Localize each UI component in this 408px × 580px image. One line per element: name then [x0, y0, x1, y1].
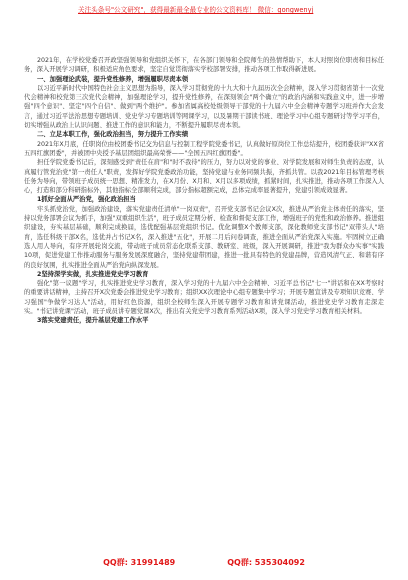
body-paragraph: 2021年X月底，任职岗位由校团委书记交为信息与控制工程学院党委书记，认真做好原岗位工作总结提升，校团委获评"XX省五四红旗团委"，并被团中央授予基层团组织最高荣誉——"全国五四红旗团委"。: [24, 140, 384, 157]
section-heading: 3落实党建责任，提升基层党建工作水平: [37, 317, 149, 325]
body-paragraph: 担任学院党委书记后，深刻感受到"责任在肩"和"时不我待"的压力，努力以对党的事业、对学院发展和对师生负责的态度，认真履行管党治党"第一责任人"职责，发挥好学院党委政治功能，坚持党建与业务同频共振，齐抓共管。以我2021年目标管理考核任务为导向，带领班子成员统一思想、精准发力，在X月份、X月和、X月以多项成绩，抓紧时间，扎实推进，推动各项工作深入人心，打造和部分科研指标外，其他指标全部顺利完成，部分指标超额完成，总体完成率显著提升，党建引领成效显著。: [24, 159, 384, 195]
body-paragraph: 牢头抓党治党，加强政治建设，落实党建责任清单"一岗双责"，召开党支部书记会议X次，推进从严治党主体责任的落实，坚持以党务部署会议为抓手，加强"双重组织生活"，班子成员定期分析、检查和督促支部工作，增强班子的党性和政治修养。推进组织建设，夯实基层基础，顺利完成换届，选优配强基层党组织书记。优化调整X个教师支部，深化教师党支部书记"双带头人"培育，选任科级干部X名，选优并占书记X名，深入推进"五化"，开展二月后问卷调查，推进全面从严治党深入实施。牢固树立正确选人用人导向，有序开展轮岗交流，带动班子成员常态化联系支部、教研室、班级，深入开展调研，推进"我为群众办实事"实践10项，促进党建工作推动服务与服务发展深度融合，坚持党建带团建，推进一批具有特色的党建品牌，营造风清气正、和谐有序的良好氛围，扎实推进全面从严治党向纵深发展。: [24, 205, 384, 269]
section-heading: 二、立足本职工作，强化政治担当，努力提升工作实绩: [37, 131, 189, 139]
footer-qq-group-2: QQ群: 535304092: [227, 558, 305, 567]
section-heading: 一、加强理论武装，提升党性修养，增强履职尽责本领: [37, 75, 189, 83]
promo-banner[interactable]: 关注头条号"公文研究"，获得最新最全最专业的公文资料库！ 微信：gongwenyj: [78, 6, 314, 14]
footer: [0, 557, 408, 568]
footer-qq-group-1: QQ群: 31991489: [103, 558, 176, 567]
body-paragraph: 2021年，在学校党委召开政坚强领导和党组织关怀下，在各部门领导和全院师生的热情帮助下，本人对照岗位职责和目标任务，深入开展学习调研，积极适应角色要求，坚定自觉贯彻落实学校部署安排，推动各项工作取得新进展。: [24, 57, 384, 74]
body-paragraph: 强化"第一议题"学习，扎实推进党史学习教育，深入学习党的十九届六中全会精神、习近平总书记"七一"讲话和在XX考察时的重要讲话精神，主持召开X次党委会推进党史学习教育；组织XX次理论中心组专题集中学习；开展专题宣讲及专项知识竞赛、学习强国"争做学习达人"活动，用好红色资源，组织全校师生深入开展专题学习教育和讲党课活动，推进党史学习教育走深走实。"书记讲党课"活动，班子成员讲专题党课X次，推出有关党史学习教育系列活动X项，深入学习党史学习教育相关材料。: [24, 280, 384, 316]
body-paragraph: 以习近平新时代中国特色社会主义思想为指导，深入学习贯彻党的十九大和十九届历次全会精神，深入学习贯彻省第十一次党代会精神和校党第三次党代会精神，加强理论学习，提升党性修养，在深刻领会"两个确立"的政治内涵和实践意义中，进一步增强"四个意识"、坚定"四个自信"、做到"两个维护"。参加省属高校处级领导干部党的十九届六中全会精神专题学习班并作大会发言，通过习近平法治思想专题培训、党史学习专题培训等网课学习，以及暑期干部读书班、理论学习中心组专题研讨等学习平台，切实增强从政治上认识问题、推进工作的意识和能力，不断提升履职尽责本领。: [24, 84, 384, 130]
section-heading: 2坚持深学实做，扎实推进党史学习教育: [37, 270, 149, 278]
section-heading: 1抓好全面从严治党，强化政治担当: [37, 196, 136, 204]
document-body: [24, 56, 384, 326]
